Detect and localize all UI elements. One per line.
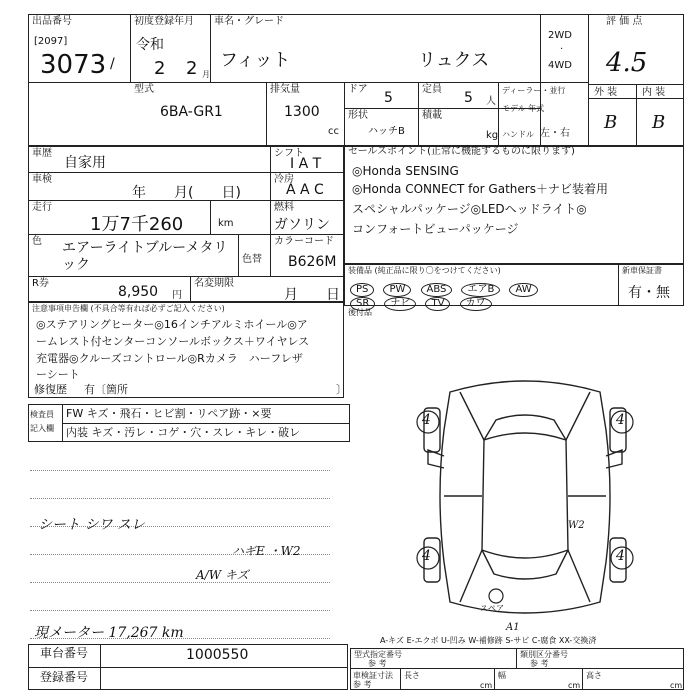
km: km	[218, 218, 234, 229]
first-reg-label: 初度登録年月	[134, 16, 194, 27]
equip-pw: PW	[383, 283, 411, 297]
warranty-label: 新車保証書	[622, 266, 662, 275]
car-diagram	[400, 370, 650, 628]
reg-year: 2	[154, 58, 166, 79]
drive-4wd: 4WD	[548, 60, 572, 71]
notes-frame	[28, 302, 344, 398]
type-label: 車歴	[32, 148, 52, 159]
chassis: 1000550	[186, 647, 249, 663]
equip-airbag: エアB	[461, 283, 500, 297]
equip-aw: AW	[509, 283, 537, 297]
color-code: B626M	[288, 254, 337, 270]
type: 自家用	[64, 155, 106, 171]
person-unit: 人	[486, 96, 496, 107]
selling-point-2: ◎Honda CONNECT for Gathers＋ナビ装着用	[352, 182, 608, 196]
hand-meter: 現メーター 17,267 km	[34, 625, 184, 641]
exterior-label: 外 装	[594, 87, 618, 98]
doors-label: ドア	[348, 84, 368, 95]
equip-navi: ナビ	[384, 297, 416, 311]
notes-line-4: ーシート	[36, 368, 80, 381]
damage-legend: A-キズ E-エクボ U-凹み W-補修跡 S-サビ C-腐食 XX-交換済	[380, 636, 597, 645]
height-label: 高さ	[586, 671, 602, 680]
width-unit: cm	[568, 681, 581, 690]
chassis-label: 車台番号	[40, 646, 89, 660]
fuel: ガソリン	[274, 217, 330, 233]
hand-seat: シート シワ スレ	[38, 517, 145, 533]
hand-w2: W2	[568, 520, 585, 531]
hand-aw: A/W キズ	[196, 568, 249, 582]
month-unit: 月	[202, 70, 210, 79]
inspector-row-2: 内装 キズ・汚レ・コゲ・穴・スレ・キレ・破レ	[66, 426, 301, 439]
tire-mark-fr: 4	[616, 412, 625, 428]
repair: 有〔箇所	[84, 383, 128, 396]
model-label: 型式	[134, 84, 154, 95]
ac: A A C	[286, 182, 324, 198]
lot-label: 出品番号	[32, 16, 72, 27]
height-unit: cm	[670, 681, 683, 690]
mileage: 1万7千260	[90, 214, 184, 235]
inspector-label-2: 記入欄	[30, 424, 54, 433]
shift-label: シフト	[274, 148, 304, 159]
equip-ps: PS	[350, 283, 374, 297]
equip-tv: TV	[425, 297, 450, 311]
equip-leather: カワ	[460, 297, 492, 311]
lot-code: [2097]	[34, 36, 68, 47]
score-label: 評 価 点	[606, 16, 643, 27]
notes-line-3: 充電器◎クルーズコントロール◎Rカメラ ハーフレザ	[36, 352, 303, 365]
name-change: 月 日	[284, 287, 340, 303]
fuel-label: 燃料	[274, 202, 294, 213]
model-year-label: モデル 年式	[502, 104, 545, 113]
hand-a1: A1	[506, 622, 520, 633]
load-label: 積載	[422, 110, 442, 121]
ac-label: 冷房	[274, 174, 294, 185]
color-label: 色	[32, 236, 42, 247]
name-grade-label: 車名・グレード	[214, 16, 284, 27]
exterior-grade: B	[604, 112, 618, 133]
color-code-label: カラーコード	[274, 236, 334, 247]
model-cert-ref: 参 考	[368, 659, 387, 668]
name-change-label: 名変期限	[194, 278, 234, 289]
capacity: 5	[464, 90, 473, 106]
mileage-label: 走行	[32, 202, 52, 213]
selling-points-label: セールスポイント(正常に機能するものに限ります)	[348, 146, 575, 157]
capacity-label: 定員	[422, 84, 442, 95]
grade: リュクス	[418, 50, 490, 71]
displacement-label: 排気量	[270, 84, 300, 95]
model-cert-label: 型式指定番号	[354, 650, 402, 659]
reg-no-label: 登録番号	[40, 670, 89, 684]
selling-point-4: コンフォートビューパッケージ	[352, 222, 519, 236]
warranty: 有・無	[628, 285, 670, 301]
recycle-label: R券	[32, 278, 49, 289]
score: 4.5	[606, 48, 648, 78]
handle: 左・右	[540, 128, 570, 139]
class-label: 類別区分番号	[520, 650, 568, 659]
vehicle-size-label: 車検証寸法 参 考	[353, 671, 393, 689]
spare-label: スペア	[480, 604, 504, 613]
tire-mark-rl: 4	[422, 548, 431, 564]
equipment-label: 装備品 (純正品に限り〇をつけてください)	[348, 266, 501, 275]
era: 令和	[136, 37, 164, 53]
notes-line-1: ◎ステアリングヒーター◎16インチアルミホイール◎ア	[36, 318, 308, 331]
width-label: 幅	[498, 671, 506, 680]
inspection-label: 車検	[32, 174, 52, 185]
cc: cc	[328, 126, 339, 137]
length-unit: cm	[480, 681, 493, 690]
lot-number: 3073	[40, 50, 107, 80]
car-name: フィット	[220, 50, 291, 71]
inspector-row-1: FW キズ・飛石・ヒビ割・リペア跡・×要	[66, 407, 272, 420]
notes-line-2: ームレスト付センターコンソールボックス＋ワイヤレス	[36, 335, 310, 348]
displacement: 1300	[284, 104, 320, 120]
drive-2wd: 2WD	[548, 30, 572, 41]
hand-sticker: ハギE ・W2	[232, 544, 301, 558]
color-change-label: 色替	[242, 254, 262, 265]
selling-point-3: スペシャルパッケージ◎LEDヘッドライト◎	[352, 202, 587, 216]
model: 6BA-GR1	[160, 104, 223, 120]
selling-point-1: ◎Honda SENSING	[352, 164, 459, 178]
shape: ハッチB	[368, 126, 405, 137]
shift: I A T	[290, 156, 322, 172]
after-parts-label: 後付品	[348, 308, 372, 317]
interior-label: 内 装	[642, 87, 666, 98]
repair-close: 〕	[336, 383, 347, 396]
inspector-label-1: 検査員	[30, 410, 54, 419]
color: エアーライトブルーメタリック	[62, 240, 228, 273]
inspection: 年 月( 日)	[132, 185, 241, 201]
header-frame	[28, 14, 684, 146]
equip-sr: SR	[350, 297, 375, 311]
length-label: 長さ	[404, 671, 420, 680]
reg-month: 2	[186, 58, 198, 79]
handle-label: ハンドル	[502, 130, 534, 139]
tire-mark-fl: 4	[422, 412, 431, 428]
recycle: 8,950	[118, 284, 159, 300]
doors: 5	[384, 90, 393, 106]
class-ref: 参 考	[530, 659, 549, 668]
interior-grade: B	[652, 112, 666, 133]
yen: 円	[172, 290, 182, 301]
dealer-label: ディーラー・並行	[502, 86, 566, 95]
notes-label: 注意事項申告欄 (不具合等有れば必ずご記入ください)	[32, 304, 225, 313]
equip-abs: ABS	[421, 283, 453, 297]
tire-mark-rr: 4	[616, 548, 625, 564]
kg: kg	[486, 130, 499, 141]
shape-label: 形状	[348, 110, 368, 121]
repair-label: 修復歴	[34, 383, 67, 396]
